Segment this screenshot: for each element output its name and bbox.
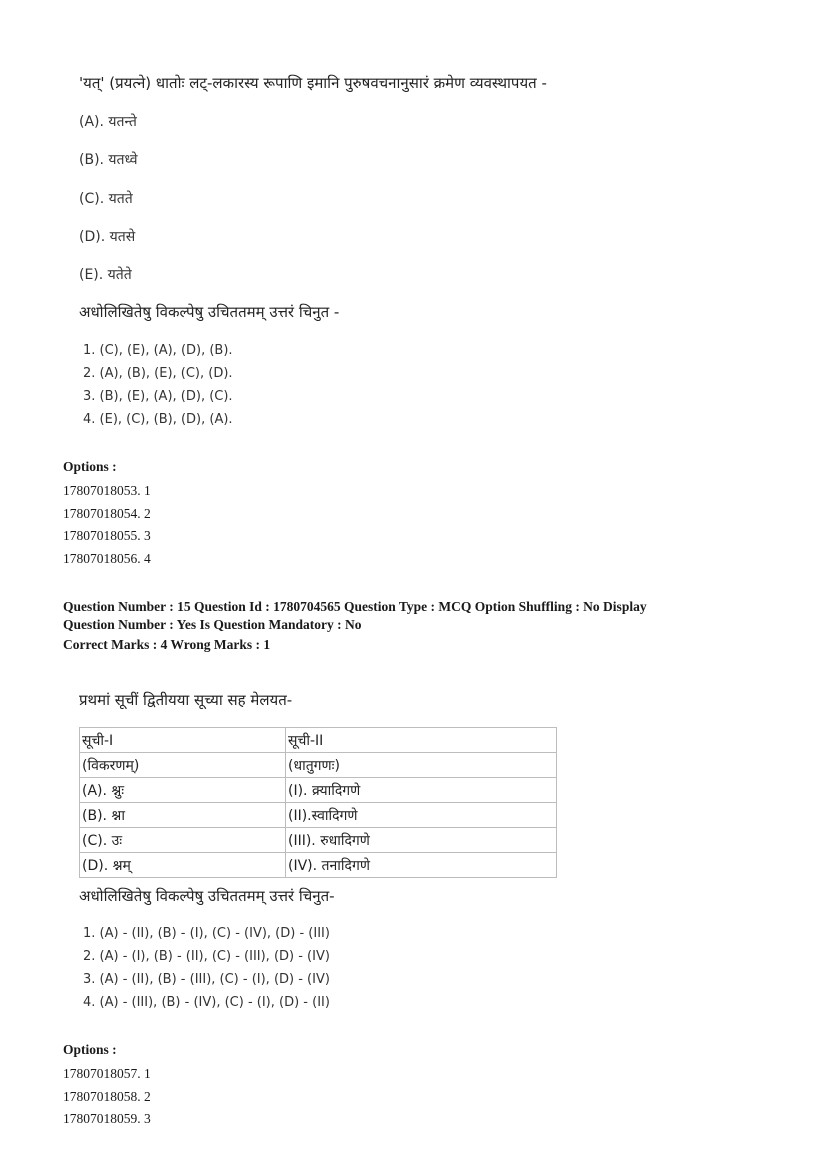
q14-options-label: Options :: [63, 459, 117, 474]
q15-option-3[interactable]: 17807018059. 3: [63, 1111, 151, 1127]
q14-item-c: (C). यतते: [79, 191, 133, 207]
q14-item-e: (E). यतेते: [79, 267, 132, 283]
table-row: [80, 753, 557, 778]
table-cell: (B). श्ना: [80, 803, 286, 828]
q14-item-d: (D). यतसे: [79, 229, 136, 245]
q15-option-1[interactable]: 17807018057. 1: [63, 1066, 151, 1081]
q15-match-table: [79, 727, 557, 878]
q15-options-label: Options :: [63, 1042, 117, 1057]
table-cell: (III). रुधादिगणे: [286, 828, 557, 853]
table-row: [80, 828, 557, 853]
table-row: [80, 778, 557, 803]
q14-choice-3: 3. (B), (E), (A), (D), (C).: [83, 389, 233, 404]
table-cell: (IV). तनादिगणे: [286, 853, 557, 878]
q14-option-4[interactable]: 17807018056. 4: [63, 551, 151, 567]
table-cell: (A). श्नुः: [80, 778, 286, 803]
table-row: [80, 853, 557, 878]
q15-choice-4: 4. (A) - (III), (B) - (IV), (C) - (I), (D) - (II): [83, 995, 330, 1010]
q15-options: [63, 1063, 151, 1131]
q14-stem: 'यत्' (प्रयत्ने) धातोः लट्-लकारस्य रूपाणि इमानि पुरुषवचनानुसारं क्रमेण व्यवस्थापयत -: [79, 74, 547, 92]
table-cell: सूची-I: [80, 728, 286, 753]
table-cell: (D). श्नम्: [80, 853, 286, 878]
q15-choice-3: 3. (A) - (II), (B) - (III), (C) - (I), (D) - (IV): [83, 972, 330, 987]
q14-choice-4: 4. (E), (C), (B), (D), (A).: [83, 412, 233, 427]
q15-option-2[interactable]: 17807018058. 2: [63, 1088, 151, 1104]
q14-choice-1: 1. (C), (E), (A), (D), (B).: [83, 343, 233, 358]
q15-choice-1: 1. (A) - (II), (B) - (I), (C) - (IV), (D) - (III): [83, 926, 330, 941]
table-row: [80, 728, 557, 753]
table-cell: (विकरणम्): [80, 753, 286, 778]
q15-choice-2: 2. (A) - (I), (B) - (II), (C) - (III), (D) - (IV): [83, 949, 330, 964]
table-row: [80, 803, 557, 828]
table-cell: सूची-II: [286, 728, 557, 753]
table-cell: (I). क्र्यादिगणे: [286, 778, 557, 803]
q14-choice-2: 2. (A), (B), (E), (C), (D).: [83, 366, 233, 381]
q15-meta-line2: Question Number : Yes Is Question Mandatory : No: [63, 617, 362, 632]
q15-meta-line1: Question Number : 15 Question Id : 1780704565 Question Type : MCQ Option Shuffling : No Display: [63, 599, 647, 614]
q14-options: [63, 480, 151, 571]
q15-choices: [83, 922, 330, 1014]
q14-option-2[interactable]: 17807018054. 2: [63, 505, 151, 521]
q14-choices: [83, 339, 233, 431]
q14-option-1[interactable]: 17807018053. 1: [63, 483, 151, 498]
q14-instruction: अधोलिखितेषु विकल्पेषु उचिततमम् उत्तरं चिनुत -: [79, 303, 340, 321]
q15-stem: प्रथमां सूचीं द्वितीयया सूच्या सह मेलयत-: [79, 691, 293, 709]
table-cell: (II).स्वादिगणे: [286, 803, 557, 828]
table-cell: (C). उः: [80, 828, 286, 853]
q15-meta-line3: Correct Marks : 4 Wrong Marks : 1: [63, 637, 271, 652]
q14-item-a: (A). यतन्ते: [79, 114, 137, 130]
q15-instruction: अधोलिखितेषु विकल्पेषु उचिततमम् उत्तरं चिनुत-: [79, 887, 335, 905]
table-cell: (धातुगणः): [286, 753, 557, 778]
q14-item-b: (B). यतध्वे: [79, 152, 138, 168]
q14-option-3[interactable]: 17807018055. 3: [63, 528, 151, 544]
